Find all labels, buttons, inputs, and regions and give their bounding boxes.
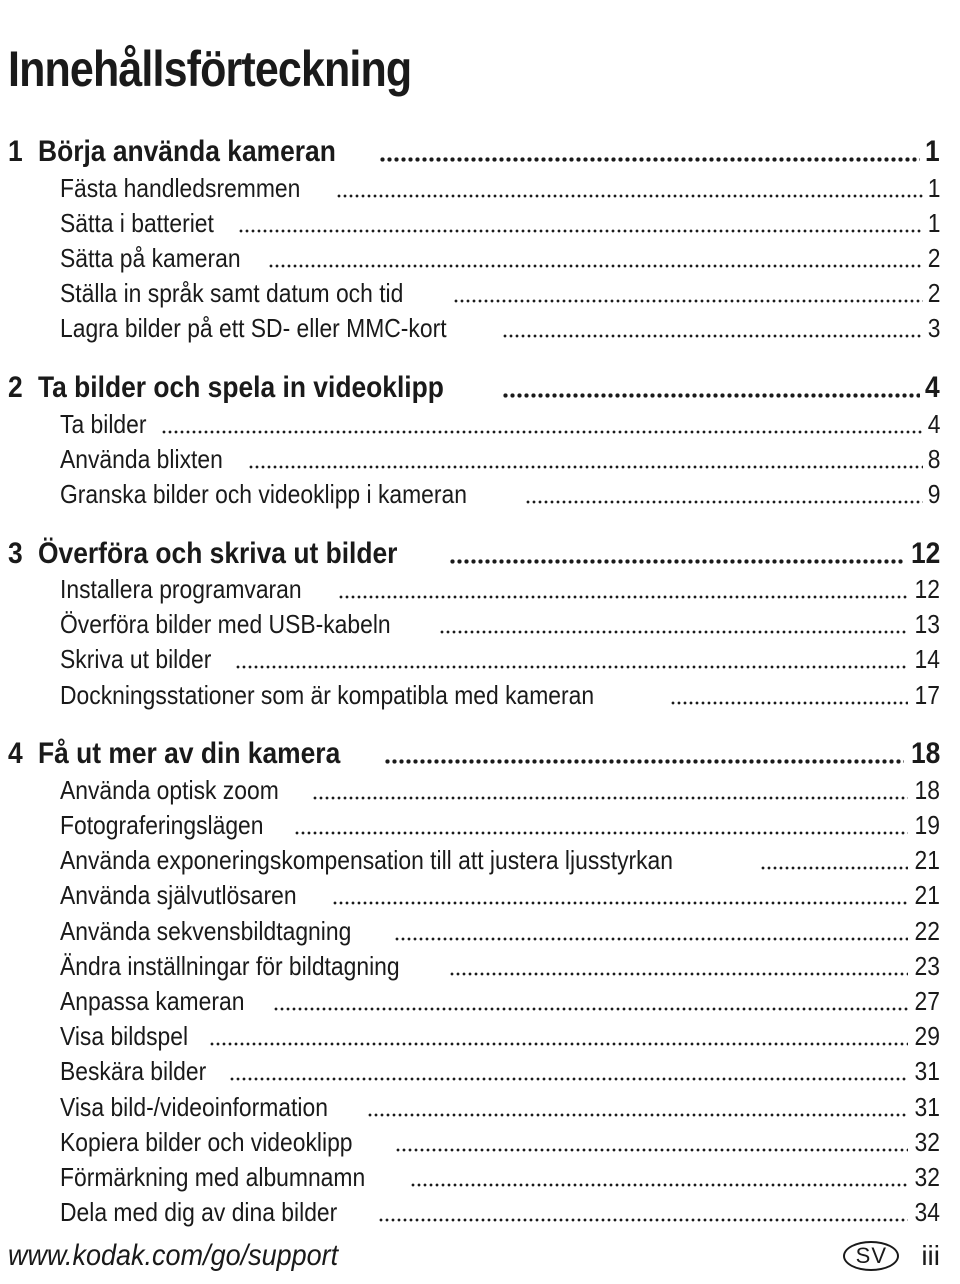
toc-entry[interactable] bbox=[8, 1052, 940, 1087]
dot-leader bbox=[449, 948, 908, 977]
entry-title: Lagra bilder på ett SD- eller MMC-kort bbox=[60, 313, 447, 344]
toc-entry[interactable] bbox=[8, 439, 940, 474]
toc-entry[interactable] bbox=[8, 876, 940, 911]
toc-chapter-heading[interactable] bbox=[8, 128, 940, 168]
toc-entry[interactable] bbox=[8, 675, 940, 710]
entry-page-number: 23 bbox=[914, 950, 940, 981]
entry-title: Ändra inställningar för bildtagning bbox=[60, 950, 400, 981]
entry-title: Beskära bilder bbox=[60, 1056, 207, 1087]
dot-leader bbox=[453, 276, 922, 305]
entry-title: Ställa in språk samt datum och tid bbox=[60, 278, 404, 309]
table-of-contents bbox=[8, 128, 940, 1248]
entry-title: Dockningsstationer som är kompatibla med kameran bbox=[60, 679, 595, 710]
chapter-number: 2 bbox=[8, 370, 23, 404]
toc-entry[interactable] bbox=[8, 805, 940, 840]
entry-title: Visa bildspel bbox=[60, 1021, 189, 1052]
dot-leader bbox=[760, 843, 908, 872]
toc-chapter-heading[interactable] bbox=[8, 530, 940, 570]
support-url-link[interactable]: www.kodak.com/go/support bbox=[8, 1239, 339, 1272]
entry-page-number: 31 bbox=[914, 1091, 940, 1122]
toc-entry[interactable] bbox=[8, 605, 940, 640]
chapter-number: 3 bbox=[8, 536, 23, 570]
entry-page-number: 18 bbox=[914, 774, 940, 805]
dot-leader bbox=[248, 441, 923, 470]
entry-page-number: 9 bbox=[927, 478, 940, 509]
entry-title: Skriva ut bilder bbox=[60, 644, 212, 675]
chapter-title: Överföra och skriva ut bilder bbox=[38, 536, 398, 570]
chapter-title: Börja använda kameran bbox=[38, 135, 336, 168]
toc-entry[interactable] bbox=[8, 911, 940, 946]
dot-leader bbox=[332, 878, 908, 907]
dot-leader bbox=[525, 476, 922, 505]
entry-title: Granska bilder och videoklipp i kameran bbox=[60, 478, 467, 509]
entry-page-number: 29 bbox=[914, 1021, 940, 1052]
dot-leader bbox=[378, 1195, 908, 1224]
entry-page-number: 22 bbox=[914, 915, 940, 946]
dot-leader bbox=[439, 607, 908, 636]
toc-entry[interactable] bbox=[8, 238, 940, 273]
entry-page-number: 21 bbox=[914, 880, 940, 911]
toc-entry[interactable] bbox=[8, 1193, 940, 1228]
entry-page-number: 12 bbox=[914, 574, 940, 605]
toc-entry[interactable] bbox=[8, 274, 940, 309]
entry-page-number: 8 bbox=[927, 443, 940, 474]
entry-title: Fästa handledsremmen bbox=[60, 172, 301, 203]
chapter-page-number: 4 bbox=[925, 370, 940, 404]
entry-page-number: 4 bbox=[927, 408, 940, 439]
entry-page-number: 13 bbox=[914, 609, 940, 640]
entry-page-number: 3 bbox=[927, 313, 940, 344]
dot-leader bbox=[502, 366, 920, 399]
entry-title: Förmärkning med albumnamn bbox=[60, 1161, 366, 1192]
toc-entry[interactable] bbox=[8, 404, 940, 439]
entry-title: Använda optisk zoom bbox=[60, 774, 279, 805]
dot-leader bbox=[395, 1124, 908, 1153]
chapter-number: 4 bbox=[8, 737, 23, 771]
toc-chapter-heading[interactable] bbox=[8, 730, 940, 770]
chapter-title: Få ut mer av din kamera bbox=[38, 737, 341, 771]
chapter-number: 1 bbox=[8, 135, 23, 168]
entry-title: Sätta på kameran bbox=[60, 242, 241, 273]
page-footer bbox=[8, 1236, 940, 1276]
toc-entry[interactable] bbox=[8, 1017, 940, 1052]
entry-title: Fotograferingslägen bbox=[60, 810, 264, 841]
toc-entry[interactable] bbox=[8, 841, 940, 876]
dot-leader bbox=[670, 677, 908, 706]
entry-title: Kopiera bilder och videoklipp bbox=[60, 1126, 353, 1157]
entry-page-number: 17 bbox=[914, 679, 940, 710]
toc-chapter bbox=[8, 128, 940, 344]
chapter-page-number: 1 bbox=[925, 135, 940, 168]
toc-entry[interactable] bbox=[8, 946, 940, 981]
dot-leader bbox=[367, 1089, 908, 1118]
dot-leader bbox=[410, 1159, 908, 1188]
toc-entry[interactable] bbox=[8, 309, 940, 344]
entry-title: Installera programvaran bbox=[60, 574, 302, 605]
page-number: iii bbox=[921, 1240, 940, 1271]
dot-leader bbox=[268, 240, 922, 269]
entry-page-number: 32 bbox=[914, 1161, 940, 1192]
chapter-page-number: 12 bbox=[910, 536, 940, 570]
entry-page-number: 2 bbox=[927, 278, 940, 309]
chapter-title: Ta bilder och spela in videoklipp bbox=[38, 370, 444, 404]
dot-leader bbox=[294, 807, 908, 836]
entry-page-number: 2 bbox=[927, 242, 940, 273]
toc-chapter bbox=[8, 530, 940, 711]
toc-chapter bbox=[8, 364, 940, 510]
entry-title: Anpassa kameran bbox=[60, 985, 245, 1016]
toc-entry[interactable] bbox=[8, 168, 940, 203]
toc-entry[interactable] bbox=[8, 1087, 940, 1122]
toc-entry[interactable] bbox=[8, 1122, 940, 1157]
dot-leader bbox=[336, 170, 922, 199]
footer-right bbox=[843, 1240, 940, 1272]
dot-leader bbox=[209, 1019, 909, 1048]
toc-chapter bbox=[8, 730, 940, 1227]
chapter-page-number: 18 bbox=[910, 737, 940, 771]
toc-chapter-heading[interactable] bbox=[8, 364, 940, 404]
toc-entry[interactable] bbox=[8, 474, 940, 509]
dot-leader bbox=[394, 913, 908, 942]
page-title: Innehållsförteckning bbox=[8, 41, 412, 97]
entry-page-number: 34 bbox=[914, 1197, 940, 1228]
dot-leader bbox=[502, 311, 922, 340]
entry-page-number: 27 bbox=[914, 985, 940, 1016]
entry-page-number: 1 bbox=[927, 207, 940, 238]
dot-leader bbox=[238, 205, 923, 234]
toc-entry[interactable] bbox=[8, 640, 940, 675]
dot-leader bbox=[161, 406, 922, 435]
dot-leader bbox=[384, 732, 903, 765]
toc-entry[interactable] bbox=[8, 1157, 940, 1192]
entry-title: Överföra bilder med USB-kabeln bbox=[60, 609, 391, 640]
entry-title: Använda blixten bbox=[60, 443, 223, 474]
entry-page-number: 31 bbox=[914, 1056, 940, 1087]
entry-page-number: 21 bbox=[914, 845, 940, 876]
toc-entry[interactable] bbox=[8, 981, 940, 1016]
dot-leader bbox=[449, 532, 903, 565]
entry-title: Använda självutlösaren bbox=[60, 880, 297, 911]
entry-title: Använda sekvensbildtagning bbox=[60, 915, 352, 946]
entry-title: Ta bilder bbox=[60, 408, 147, 439]
dot-leader bbox=[229, 1054, 908, 1083]
entry-title: Sätta i batteriet bbox=[60, 207, 214, 238]
toc-entry[interactable] bbox=[8, 570, 940, 605]
entry-title: Använda exponeringskompensation till att justera ljusstyrkan bbox=[60, 845, 674, 876]
dot-leader bbox=[338, 572, 909, 601]
entry-title: Dela med dig av dina bilder bbox=[60, 1197, 338, 1228]
dot-leader bbox=[235, 642, 908, 671]
entry-page-number: 1 bbox=[927, 172, 940, 203]
language-badge: SV bbox=[843, 1241, 899, 1271]
entry-page-number: 32 bbox=[914, 1126, 940, 1157]
entry-page-number: 19 bbox=[914, 810, 940, 841]
entry-title: Visa bild-/videoinformation bbox=[60, 1091, 328, 1122]
toc-entry[interactable] bbox=[8, 203, 940, 238]
entry-page-number: 14 bbox=[914, 644, 940, 675]
dot-leader bbox=[379, 130, 920, 163]
dot-leader bbox=[312, 772, 908, 801]
dot-leader bbox=[273, 983, 909, 1012]
toc-entry[interactable] bbox=[8, 770, 940, 805]
